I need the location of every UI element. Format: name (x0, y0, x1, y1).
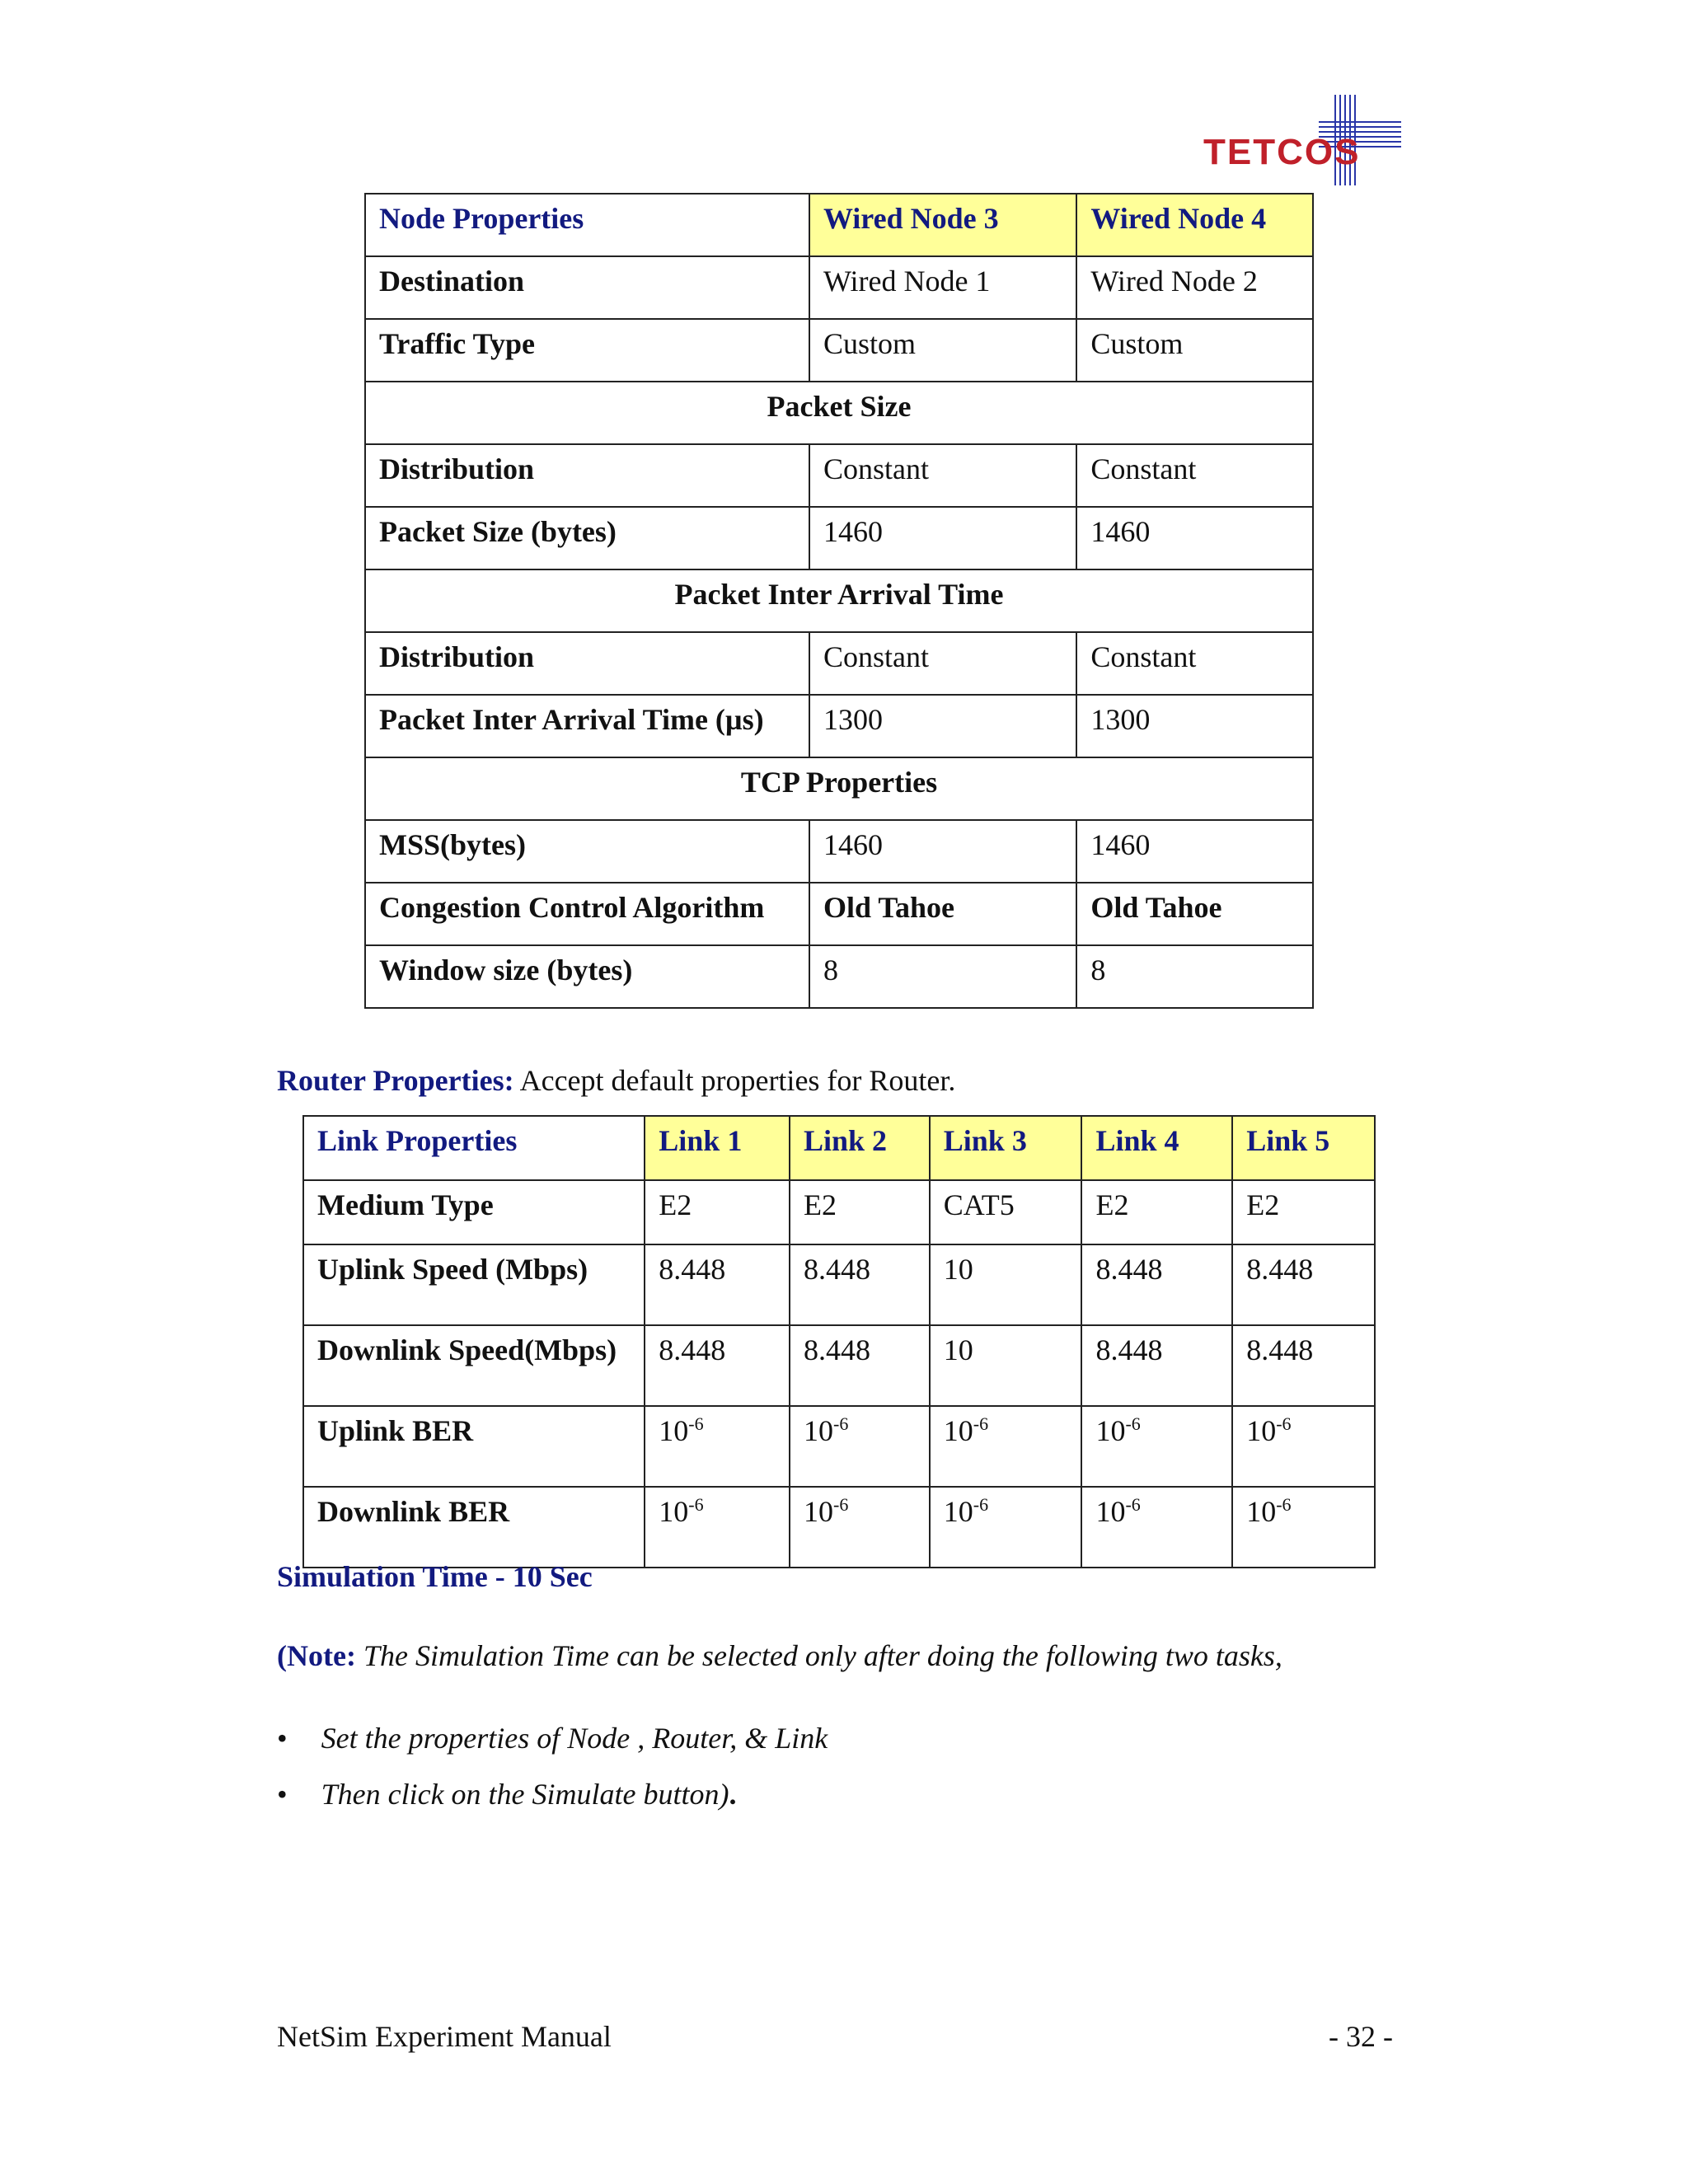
header-link-2: Link 2 (790, 1116, 930, 1180)
note-open-paren: ( (277, 1639, 287, 1672)
ber-exponent: -6 (688, 1413, 704, 1434)
wired-node-4-value: 8 (1076, 945, 1313, 1008)
ber-base: 10 (804, 1414, 833, 1447)
link-3-value: 10 (930, 1244, 1082, 1325)
ber-exponent: -6 (1276, 1494, 1292, 1515)
ber-exponent: -6 (973, 1413, 989, 1434)
ber-exponent: -6 (1276, 1413, 1292, 1434)
link-2-value: 8.448 (790, 1244, 930, 1325)
wired-node-3-value: Constant (809, 444, 1076, 507)
table-row (365, 507, 1313, 569)
ber-exponent: -6 (833, 1413, 849, 1434)
link-3-value: CAT5 (930, 1180, 1082, 1244)
router-properties-label: Router Properties: (277, 1064, 514, 1097)
link-properties-table (302, 1115, 1376, 1568)
wired-node-3-value: Constant (809, 632, 1076, 695)
row-label: Destination (365, 256, 809, 319)
section-row (365, 569, 1313, 632)
link-5-value: 8.448 (1232, 1244, 1375, 1325)
table-row (365, 883, 1313, 945)
header-link-properties: Link Properties (303, 1116, 645, 1180)
header-link-3: Link 3 (930, 1116, 1082, 1180)
table-row (365, 820, 1313, 883)
table-row (303, 1406, 1375, 1487)
link-1-value: 8.448 (645, 1244, 790, 1325)
ber-base: 10 (943, 1495, 973, 1528)
table-row (303, 1487, 1375, 1568)
link-2-value: 8.448 (790, 1325, 930, 1406)
link-5-value: E2 (1232, 1180, 1375, 1244)
row-label: Congestion Control Algorithm (365, 883, 809, 945)
table-row (303, 1180, 1375, 1244)
link-4-value (1081, 1406, 1232, 1487)
link-5-value (1232, 1406, 1375, 1487)
link-4-value (1081, 1487, 1232, 1568)
node-table-header-row (365, 194, 1313, 256)
table-row (365, 632, 1313, 695)
wired-node-3-value: 1300 (809, 695, 1076, 757)
link-3-value (930, 1487, 1082, 1568)
ber-exponent: -6 (1125, 1413, 1141, 1434)
ber-exponent: -6 (1125, 1494, 1141, 1515)
row-label: MSS(bytes) (365, 820, 809, 883)
ber-base: 10 (1095, 1414, 1126, 1447)
wired-node-4-value: Custom (1076, 319, 1313, 382)
link-1-value (645, 1487, 790, 1568)
wired-node-4-value: Old Tahoe (1076, 883, 1313, 945)
row-label: Packet Inter Arrival Time (µs) (365, 695, 809, 757)
wired-node-4-value: 1460 (1076, 820, 1313, 883)
wired-node-3-value: Custom (809, 319, 1076, 382)
bullet-1-text: Set the properties of Node , Router, & Link (321, 1722, 828, 1755)
row-label: Window size (bytes) (365, 945, 809, 1008)
header-link-4: Link 4 (1081, 1116, 1232, 1180)
ber-base: 10 (1246, 1414, 1277, 1447)
bullet-1 (277, 1721, 828, 1755)
bullet-dot-icon: • (277, 1778, 288, 1811)
header-node-properties: Node Properties (365, 194, 809, 256)
link-1-value: E2 (645, 1180, 790, 1244)
link-4-value: 8.448 (1081, 1244, 1232, 1325)
ber-base: 10 (943, 1414, 973, 1447)
wired-node-3-value: Wired Node 1 (809, 256, 1076, 319)
header-link-5: Link 5 (1232, 1116, 1375, 1180)
table-row (303, 1244, 1375, 1325)
note-text: The Simulation Time can be selected only after doing the following two tasks, (363, 1639, 1282, 1672)
table-row (365, 945, 1313, 1008)
table-row (303, 1325, 1375, 1406)
wired-node-4-value: 1460 (1076, 507, 1313, 569)
header-link-1: Link 1 (645, 1116, 790, 1180)
wired-node-4-value: Constant (1076, 632, 1313, 695)
table-row (365, 695, 1313, 757)
simulation-time: Simulation Time - 10 Sec (277, 1560, 593, 1593)
ber-exponent: -6 (973, 1494, 989, 1515)
wired-node-4-value: Constant (1076, 444, 1313, 507)
ber-base: 10 (1246, 1495, 1277, 1528)
note-label: Note: (287, 1639, 356, 1672)
node-properties-table (364, 193, 1314, 1009)
note-line (277, 1638, 1282, 1673)
row-label: Medium Type (303, 1180, 645, 1244)
link-table-header-row (303, 1116, 1375, 1180)
section-title: TCP Properties (365, 757, 1313, 820)
wired-node-3-value: 8 (809, 945, 1076, 1008)
row-label: Packet Size (bytes) (365, 507, 809, 569)
row-label: Distribution (365, 632, 809, 695)
section-row (365, 382, 1313, 444)
link-2-value (790, 1406, 930, 1487)
footer-page-number: - 32 - (1329, 2020, 1393, 2053)
row-label: Downlink BER (303, 1487, 645, 1568)
link-1-value (645, 1406, 790, 1487)
router-properties-text: Accept default properties for Router. (519, 1064, 956, 1097)
row-label: Uplink BER (303, 1406, 645, 1487)
row-label: Distribution (365, 444, 809, 507)
bullet-2 (277, 1777, 737, 1811)
wired-node-4-value: Wired Node 2 (1076, 256, 1313, 319)
row-label: Uplink Speed (Mbps) (303, 1244, 645, 1325)
link-4-value: E2 (1081, 1180, 1232, 1244)
link-5-value: 8.448 (1232, 1325, 1375, 1406)
table-row (365, 444, 1313, 507)
router-properties-line (277, 1063, 955, 1098)
ber-base: 10 (659, 1495, 689, 1528)
wired-node-3-value: Old Tahoe (809, 883, 1076, 945)
row-label: Traffic Type (365, 319, 809, 382)
ber-base: 10 (659, 1414, 689, 1447)
header-wired-node-4: Wired Node 4 (1076, 194, 1313, 256)
section-title: Packet Inter Arrival Time (365, 569, 1313, 632)
bullet-2-text: Then click on the Simulate button) (321, 1778, 729, 1811)
link-1-value: 8.448 (645, 1325, 790, 1406)
table-row (365, 319, 1313, 382)
bullet-2-period: . (729, 1778, 737, 1811)
link-2-value: E2 (790, 1180, 930, 1244)
tetcos-logo (1203, 91, 1409, 190)
section-title: Packet Size (365, 382, 1313, 444)
logo-text: TETCOS (1203, 132, 1361, 172)
wired-node-3-value: 1460 (809, 507, 1076, 569)
header-wired-node-3: Wired Node 3 (809, 194, 1076, 256)
ber-base: 10 (1095, 1495, 1126, 1528)
link-5-value (1232, 1487, 1375, 1568)
link-4-value: 8.448 (1081, 1325, 1232, 1406)
bullet-dot-icon: • (277, 1722, 288, 1755)
link-2-value (790, 1487, 930, 1568)
link-3-value (930, 1406, 1082, 1487)
ber-exponent: -6 (833, 1494, 849, 1515)
ber-exponent: -6 (688, 1494, 704, 1515)
wired-node-3-value: 1460 (809, 820, 1076, 883)
wired-node-4-value: 1300 (1076, 695, 1313, 757)
footer-left: NetSim Experiment Manual (277, 2020, 612, 2053)
link-3-value: 10 (930, 1325, 1082, 1406)
row-label: Downlink Speed(Mbps) (303, 1325, 645, 1406)
table-row (365, 256, 1313, 319)
ber-base: 10 (804, 1495, 833, 1528)
section-row (365, 757, 1313, 820)
